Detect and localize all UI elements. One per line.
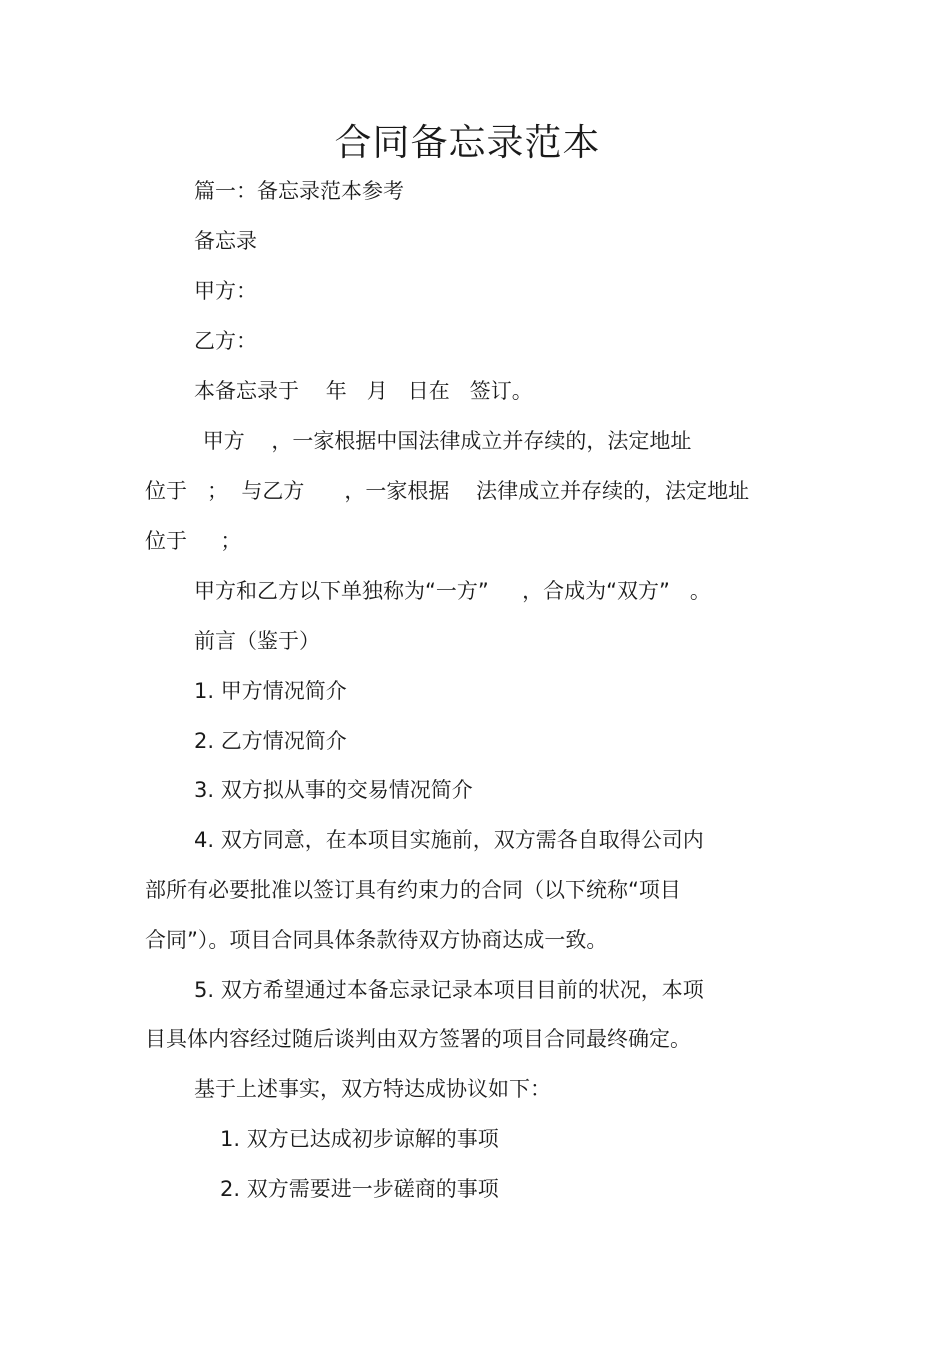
- paragraph-line: 位于 ；: [145, 529, 242, 553]
- paragraph-line: 合同”）。项目合同具体条款待双方协商达成一致。: [145, 928, 608, 952]
- party-b-label: 乙方：: [194, 329, 257, 353]
- list-item: 2. 乙方情况简介: [194, 729, 347, 753]
- chapter-heading: 篇一：备忘录范本参考: [194, 179, 404, 203]
- paragraph-line: 部所有必要批准以签订具有约束力的合同（以下统称“项目: [145, 878, 681, 902]
- signing-date-line: 本备忘录于 年 月 日在 签订。: [194, 379, 533, 403]
- list-item: 4. 双方同意，在本项目实施前，双方需各自取得公司内: [194, 828, 704, 852]
- list-item: 1. 双方已达成初步谅解的事项: [220, 1127, 499, 1151]
- party-a-label: 甲方：: [194, 279, 257, 303]
- list-item: 3. 双方拟从事的交易情况简介: [194, 778, 473, 802]
- list-item: 1. 甲方情况简介: [194, 679, 347, 703]
- paragraph-line: 甲方和乙方以下单独称为“一方” ，合成为“双方” 。: [194, 579, 711, 603]
- list-item: 2. 双方需要进一步磋商的事项: [220, 1177, 499, 1201]
- document-title: 合同备忘录范本: [334, 121, 601, 164]
- paragraph-line: 甲方 ，一家根据中国法律成立并存续的，法定地址: [176, 429, 692, 453]
- memo-label: 备忘录: [194, 229, 257, 253]
- list-item: 5. 双方希望通过本备忘录记录本项目目前的状况，本项: [194, 978, 704, 1002]
- section-heading: 前言（鉴于）: [194, 629, 320, 653]
- paragraph-line: 目具体内容经过随后谈判由双方签署的项目合同最终确定。: [145, 1027, 691, 1051]
- paragraph-line: 位于 ； 与乙方 ，一家根据 法律成立并存续的，法定地址: [145, 479, 750, 503]
- paragraph-line: 基于上述事实，双方特达成协议如下：: [194, 1077, 551, 1101]
